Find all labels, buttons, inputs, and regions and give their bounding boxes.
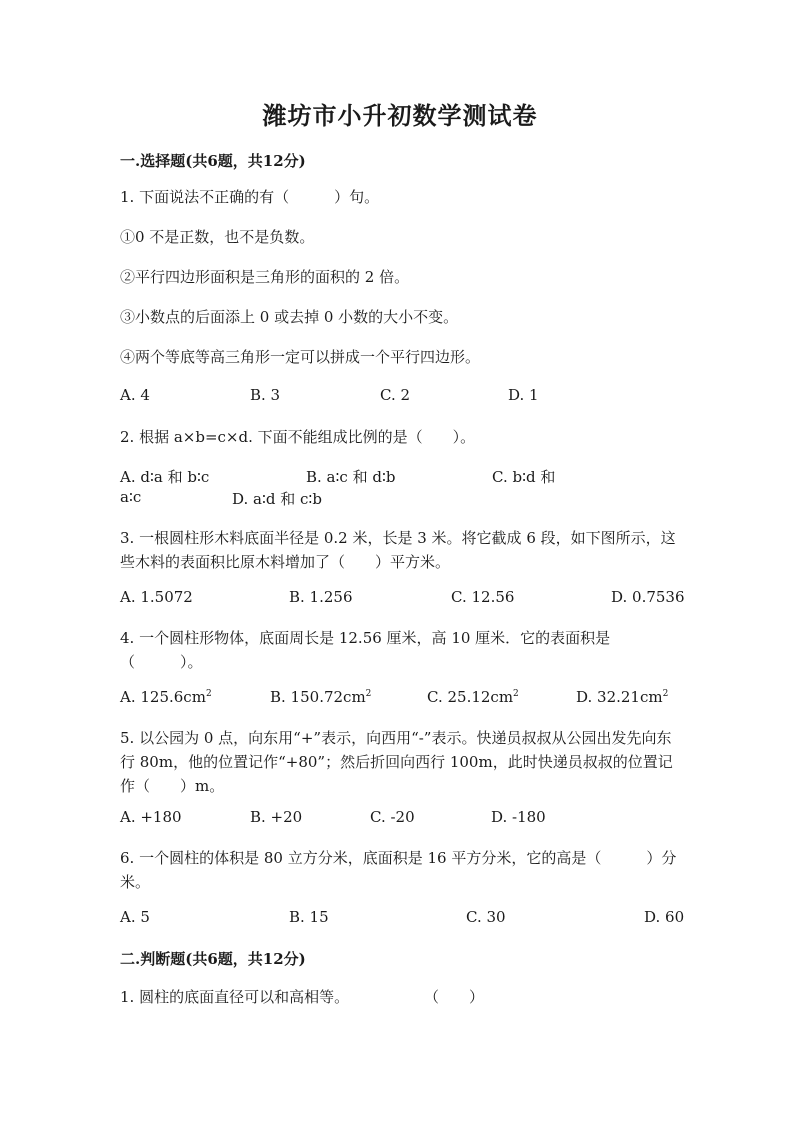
question-5-option-d[interactable]: D. -180	[491, 808, 546, 826]
question-3-option-b[interactable]: B. 1.256	[289, 588, 353, 606]
judgment-1-answer-blank[interactable]: （ ）	[424, 988, 485, 1006]
question-1-option-a[interactable]: A. 4	[120, 386, 150, 404]
question-6-option-c[interactable]: C. 30	[466, 908, 506, 926]
question-1-stem: 1. 下面说法不正确的有（ ）句。	[120, 188, 380, 206]
question-1-statement-1: ①0 不是正数，也不是负数。	[120, 228, 315, 246]
question-4-option-d[interactable]	[576, 688, 668, 706]
question-4-option-c[interactable]	[427, 688, 519, 706]
question-3-stem: 3. 一根圆柱形木料底面半径是 0.2 米，长是 3 米。将它截成 6 段，如下图所示，这些木料的表面积比原木料增加了（ ）平方米。	[120, 529, 676, 571]
question-1-statement-2: ②平行四边形面积是三角形的面积的 2 倍。	[120, 268, 410, 286]
question-2-option-b[interactable]: B. a∶c 和 d∶b	[306, 468, 396, 486]
question-6-option-a[interactable]: A. 5	[120, 908, 150, 926]
question-1-option-c[interactable]: C. 2	[380, 386, 411, 404]
question-4-option-a-text: A. 125.6cm	[120, 688, 206, 706]
question-4-option-c-text: C. 25.12cm	[427, 688, 514, 706]
question-4-stem: 4. 一个圆柱形物体，底面周长是 12.56 厘米，高 10 厘米．它的表面积是（ ）。	[120, 629, 611, 671]
judgment-1-stem: 1. 圆柱的底面直径可以和高相等。	[120, 988, 350, 1006]
question-2-option-c[interactable]: C. b∶d 和	[492, 468, 556, 486]
question-2-option-d[interactable]: D. a∶d 和 c∶b	[232, 490, 322, 508]
question-4-option-d-text: D. 32.21cm	[576, 688, 663, 706]
question-1-statement-3: ③小数点的后面添上 0 或去掉 0 小数的大小不变。	[120, 308, 459, 326]
question-1-statement-4: ④两个等底等高三角形一定可以拼成一个平行四边形。	[120, 348, 481, 366]
question-4-option-a[interactable]	[120, 688, 212, 706]
question-5-option-a[interactable]: A. +180	[120, 808, 182, 826]
question-3-option-a[interactable]: A. 1.5072	[120, 588, 193, 606]
squared-superscript: 2	[365, 689, 372, 699]
question-4-option-b-text: B. 150.72cm	[270, 688, 366, 706]
question-5-stem: 5. 以公园为 0 点，向东用“+”表示，向西用“-”表示。快递员叔叔从公园出发先向东行 80m，他的位置记作“+80”；然后折回向西行 100m，此时快递员叔叔的位置记作（ ）m。	[120, 729, 673, 795]
question-2-option-c-continued: a∶c	[120, 488, 142, 506]
section-heading-judgment: 二.判断题(共6题，共12分)	[120, 950, 306, 968]
squared-superscript: 2	[513, 689, 519, 699]
question-2-stem: 2. 根据 a×b=c×d. 下面不能组成比例的是（ ）。	[120, 428, 476, 446]
question-6-stem: 6. 一个圆柱的体积是 80 立方分米，底面积是 16 平方分米，它的高是（ ）分米。	[120, 849, 677, 891]
question-3-option-d[interactable]: D. 0.7536	[611, 588, 685, 606]
squared-superscript: 2	[662, 689, 669, 699]
question-6-option-b[interactable]: B. 15	[289, 908, 329, 926]
squared-superscript: 2	[205, 689, 212, 699]
question-5-option-c[interactable]: C. -20	[370, 808, 415, 826]
question-6-option-d[interactable]: D. 60	[644, 908, 685, 926]
question-4-option-b[interactable]	[270, 688, 371, 706]
question-2-option-a[interactable]: A. d∶a 和 b∶c	[120, 468, 210, 486]
question-3-option-c[interactable]: C. 12.56	[451, 588, 515, 606]
page-title: 潍坊市小升初数学测试卷	[262, 101, 538, 130]
question-1-option-d[interactable]: D. 1	[508, 386, 539, 404]
section-heading-choice: 一.选择题(共6题，共12分)	[120, 152, 306, 170]
question-1-option-b[interactable]: B. 3	[250, 386, 281, 404]
question-5-option-b[interactable]: B. +20	[250, 808, 303, 826]
